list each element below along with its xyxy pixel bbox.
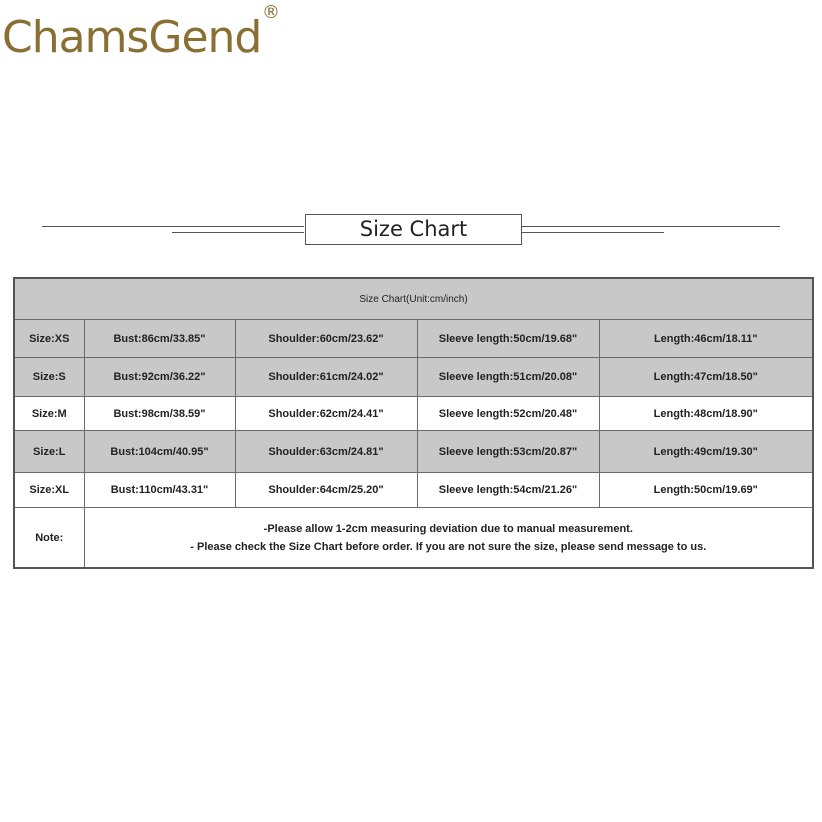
shoulder-cell: Shoulder:60cm/23.62" [235, 320, 417, 358]
size-cell: Size:L [14, 431, 84, 473]
sleeve-cell: Sleeve length:50cm/19.68" [417, 320, 599, 358]
table-row [14, 358, 813, 397]
sleeve-cell: Sleeve length:51cm/20.08" [417, 358, 599, 397]
note-text [84, 508, 813, 569]
shoulder-cell: Shoulder:63cm/24.81" [235, 431, 417, 473]
size-cell: Size:M [14, 397, 84, 431]
size-cell: Size:S [14, 358, 84, 397]
sleeve-cell: Sleeve length:53cm/20.87" [417, 431, 599, 473]
sleeve-cell: Sleeve length:52cm/20.48" [417, 397, 599, 431]
title-line-right-inner [522, 232, 664, 233]
title-line-left-inner [172, 232, 304, 233]
length-cell: Length:46cm/18.11" [599, 320, 813, 358]
title-line-right-outer [522, 226, 780, 227]
bust-cell: Bust:98cm/38.59" [84, 397, 235, 431]
size-chart-table [13, 277, 814, 569]
sleeve-cell: Sleeve length:54cm/21.26" [417, 473, 599, 508]
shoulder-cell: Shoulder:64cm/25.20" [235, 473, 417, 508]
registered-mark: ® [262, 2, 280, 23]
length-cell: Length:50cm/19.69" [599, 473, 813, 508]
table-header: Size Chart(Unit:cm/inch) [14, 278, 813, 320]
note-row [14, 508, 813, 569]
title-box-bottom [305, 244, 522, 245]
table-row [14, 431, 813, 473]
size-chart-title-banner [0, 210, 822, 250]
bust-cell: Bust:92cm/36.22" [84, 358, 235, 397]
shoulder-cell: Shoulder:61cm/24.02" [235, 358, 417, 397]
shoulder-cell: Shoulder:62cm/24.41" [235, 397, 417, 431]
size-cell: Size:XL [14, 473, 84, 508]
note-line-1: -Please allow 1-2cm measuring deviation due to manual measurement. [263, 522, 633, 535]
page-title: Size Chart [305, 214, 522, 244]
note-line-2: - Please check the Size Chart before order. If you are not sure the size, please send message to us. [190, 540, 707, 553]
table-row [14, 473, 813, 508]
bust-cell: Bust:110cm/43.31" [84, 473, 235, 508]
table-row [14, 397, 813, 431]
length-cell: Length:47cm/18.50" [599, 358, 813, 397]
length-cell: Length:48cm/18.90" [599, 397, 813, 431]
table-row [14, 320, 813, 358]
length-cell: Length:49cm/19.30" [599, 431, 813, 473]
brand-logo: ChamsGend [2, 12, 262, 63]
size-cell: Size:XS [14, 320, 84, 358]
bust-cell: Bust:86cm/33.85" [84, 320, 235, 358]
note-label: Note: [14, 508, 84, 569]
bust-cell: Bust:104cm/40.95" [84, 431, 235, 473]
title-line-left-outer [42, 226, 304, 227]
